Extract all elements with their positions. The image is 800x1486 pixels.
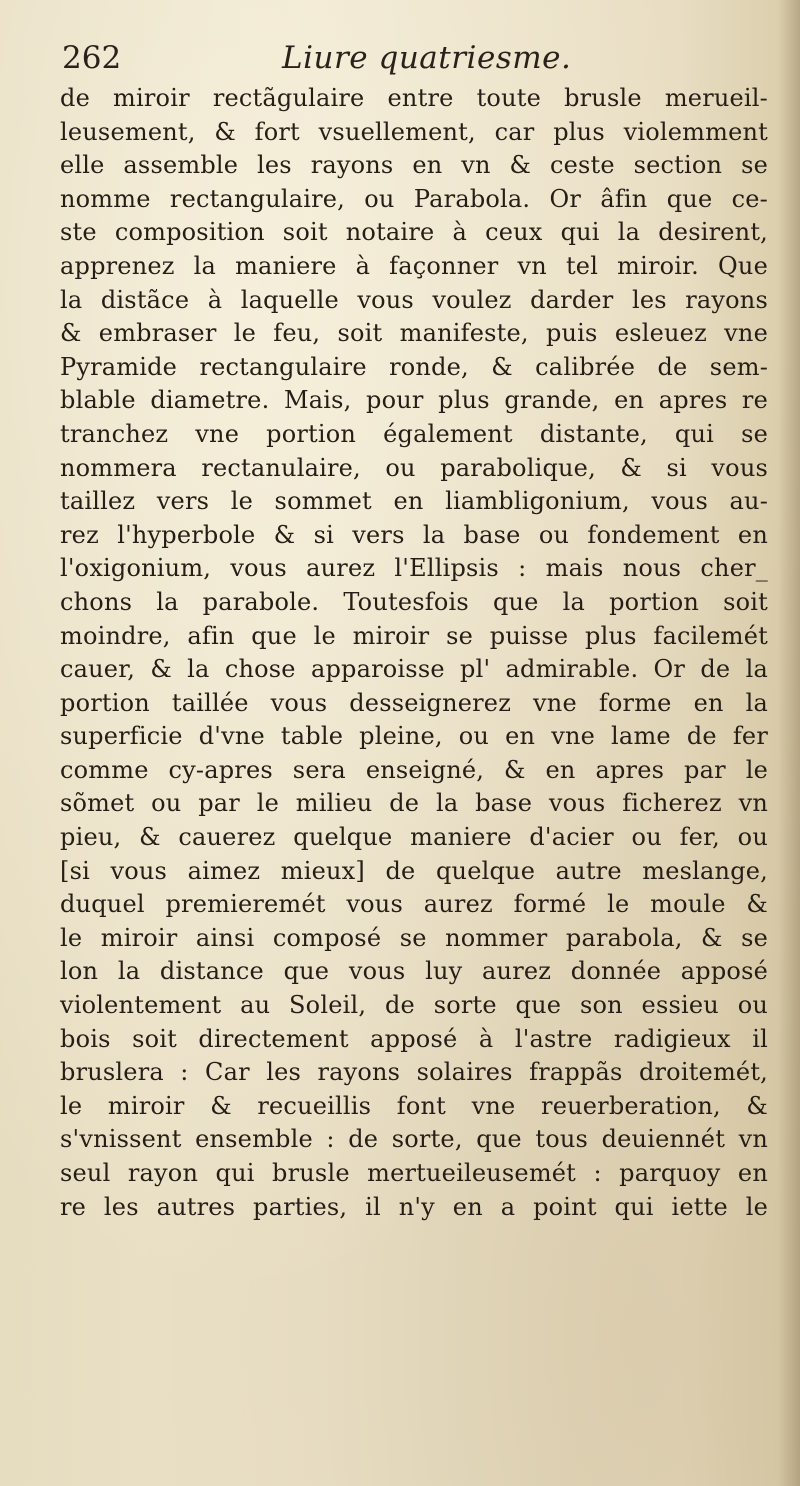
text-line: sõmet ou par le milieu de la base vous ficherez vn bbox=[60, 789, 768, 818]
text-line: bois soit directement apposé à l'astre radigieux il bbox=[60, 1024, 768, 1053]
text-line: cauer, & la chose apparoisse pl' admirable. Or de la bbox=[60, 655, 768, 684]
text-line: seul rayon qui brusle mertueileusemét : parquoy en bbox=[60, 1159, 768, 1187]
text-line: blable diametre. Mais, pour plus grande, en apres re bbox=[60, 386, 768, 415]
text-line: s'vnissent ensemble : de sorte, que tous deuiennét vn bbox=[60, 1125, 768, 1154]
text-line: pieu, & cauerez quelque maniere d'acier ou fer, ou bbox=[60, 823, 768, 852]
text-line: portion taillée vous desseignerez vne forme en la bbox=[60, 688, 768, 717]
running-title: Liure quatriesme. bbox=[282, 40, 572, 76]
text-line: superficie d'vne table pleine, ou en vne lame de fer bbox=[60, 722, 768, 751]
text-line: Pyramide rectangulaire ronde, & calibrée de sem- bbox=[60, 352, 768, 381]
text-line: nommera rectanulaire, ou parabolique, & si vous bbox=[60, 453, 768, 482]
text-line: le miroir ainsi composé se nommer parabola, & se bbox=[60, 923, 768, 952]
text-line: apprenez la maniere à façonner vn tel miroir. Que bbox=[60, 251, 768, 280]
text-line: re les autres parties, il n'y en a point qui iette le bbox=[60, 1192, 768, 1221]
text-line: duquel premieremét vous aurez formé le moule & bbox=[60, 890, 768, 919]
page-edge-shadow bbox=[778, 0, 800, 1486]
text-line: moindre, afin que le miroir se puisse plus facilemét bbox=[60, 621, 768, 650]
text-line: taillez vers le sommet en liambligonium, vous au- bbox=[60, 487, 768, 516]
text-line: tranchez vne portion également distante, qui se bbox=[60, 419, 768, 448]
page-header bbox=[62, 34, 762, 82]
text-line: rez l'hyperbole & si vers la base ou fondement en bbox=[60, 520, 768, 549]
text-line: l'oxigonium, vous aurez l'Ellipsis : mais nous cher_ bbox=[60, 554, 768, 583]
text-line: de miroir rectãgulaire entre toute brusle merueil- bbox=[60, 84, 768, 112]
text-line: lon la distance que vous luy aurez donnée apposé bbox=[60, 957, 768, 986]
text-line: ste composition soit notaire à ceux qui la desirent, bbox=[60, 218, 768, 247]
text-line: [si vous aimez mieux] de quelque autre meslange, bbox=[60, 856, 768, 885]
text-line: nomme rectangulaire, ou Parabola. Or âfin que ce- bbox=[60, 184, 768, 213]
text-line: chons la parabole. Toutesfois que la portion soit bbox=[60, 587, 768, 616]
text-line: bruslera : Car les rayons solaires frappãs droitemét, bbox=[60, 1058, 768, 1087]
text-line: elle assemble les rayons en vn & ceste section se bbox=[60, 151, 768, 180]
text-line: & embraser le feu, soit manifeste, puis esleuez vne bbox=[60, 319, 768, 348]
text-line: comme cy-apres sera enseigné, & en apres par le bbox=[60, 755, 768, 784]
text-line: le miroir & recueillis font vne reuerberation, & bbox=[60, 1091, 768, 1120]
page-number: 262 bbox=[62, 40, 122, 76]
text-line: leusement, & fort vsuellement, car plus violemment bbox=[60, 117, 768, 146]
text-line: la distãce à laquelle vous voulez darder les rayons bbox=[60, 285, 768, 314]
text-line: violentement au Soleil, de sorte que son essieu ou bbox=[60, 991, 768, 1020]
body-text bbox=[60, 82, 768, 1224]
